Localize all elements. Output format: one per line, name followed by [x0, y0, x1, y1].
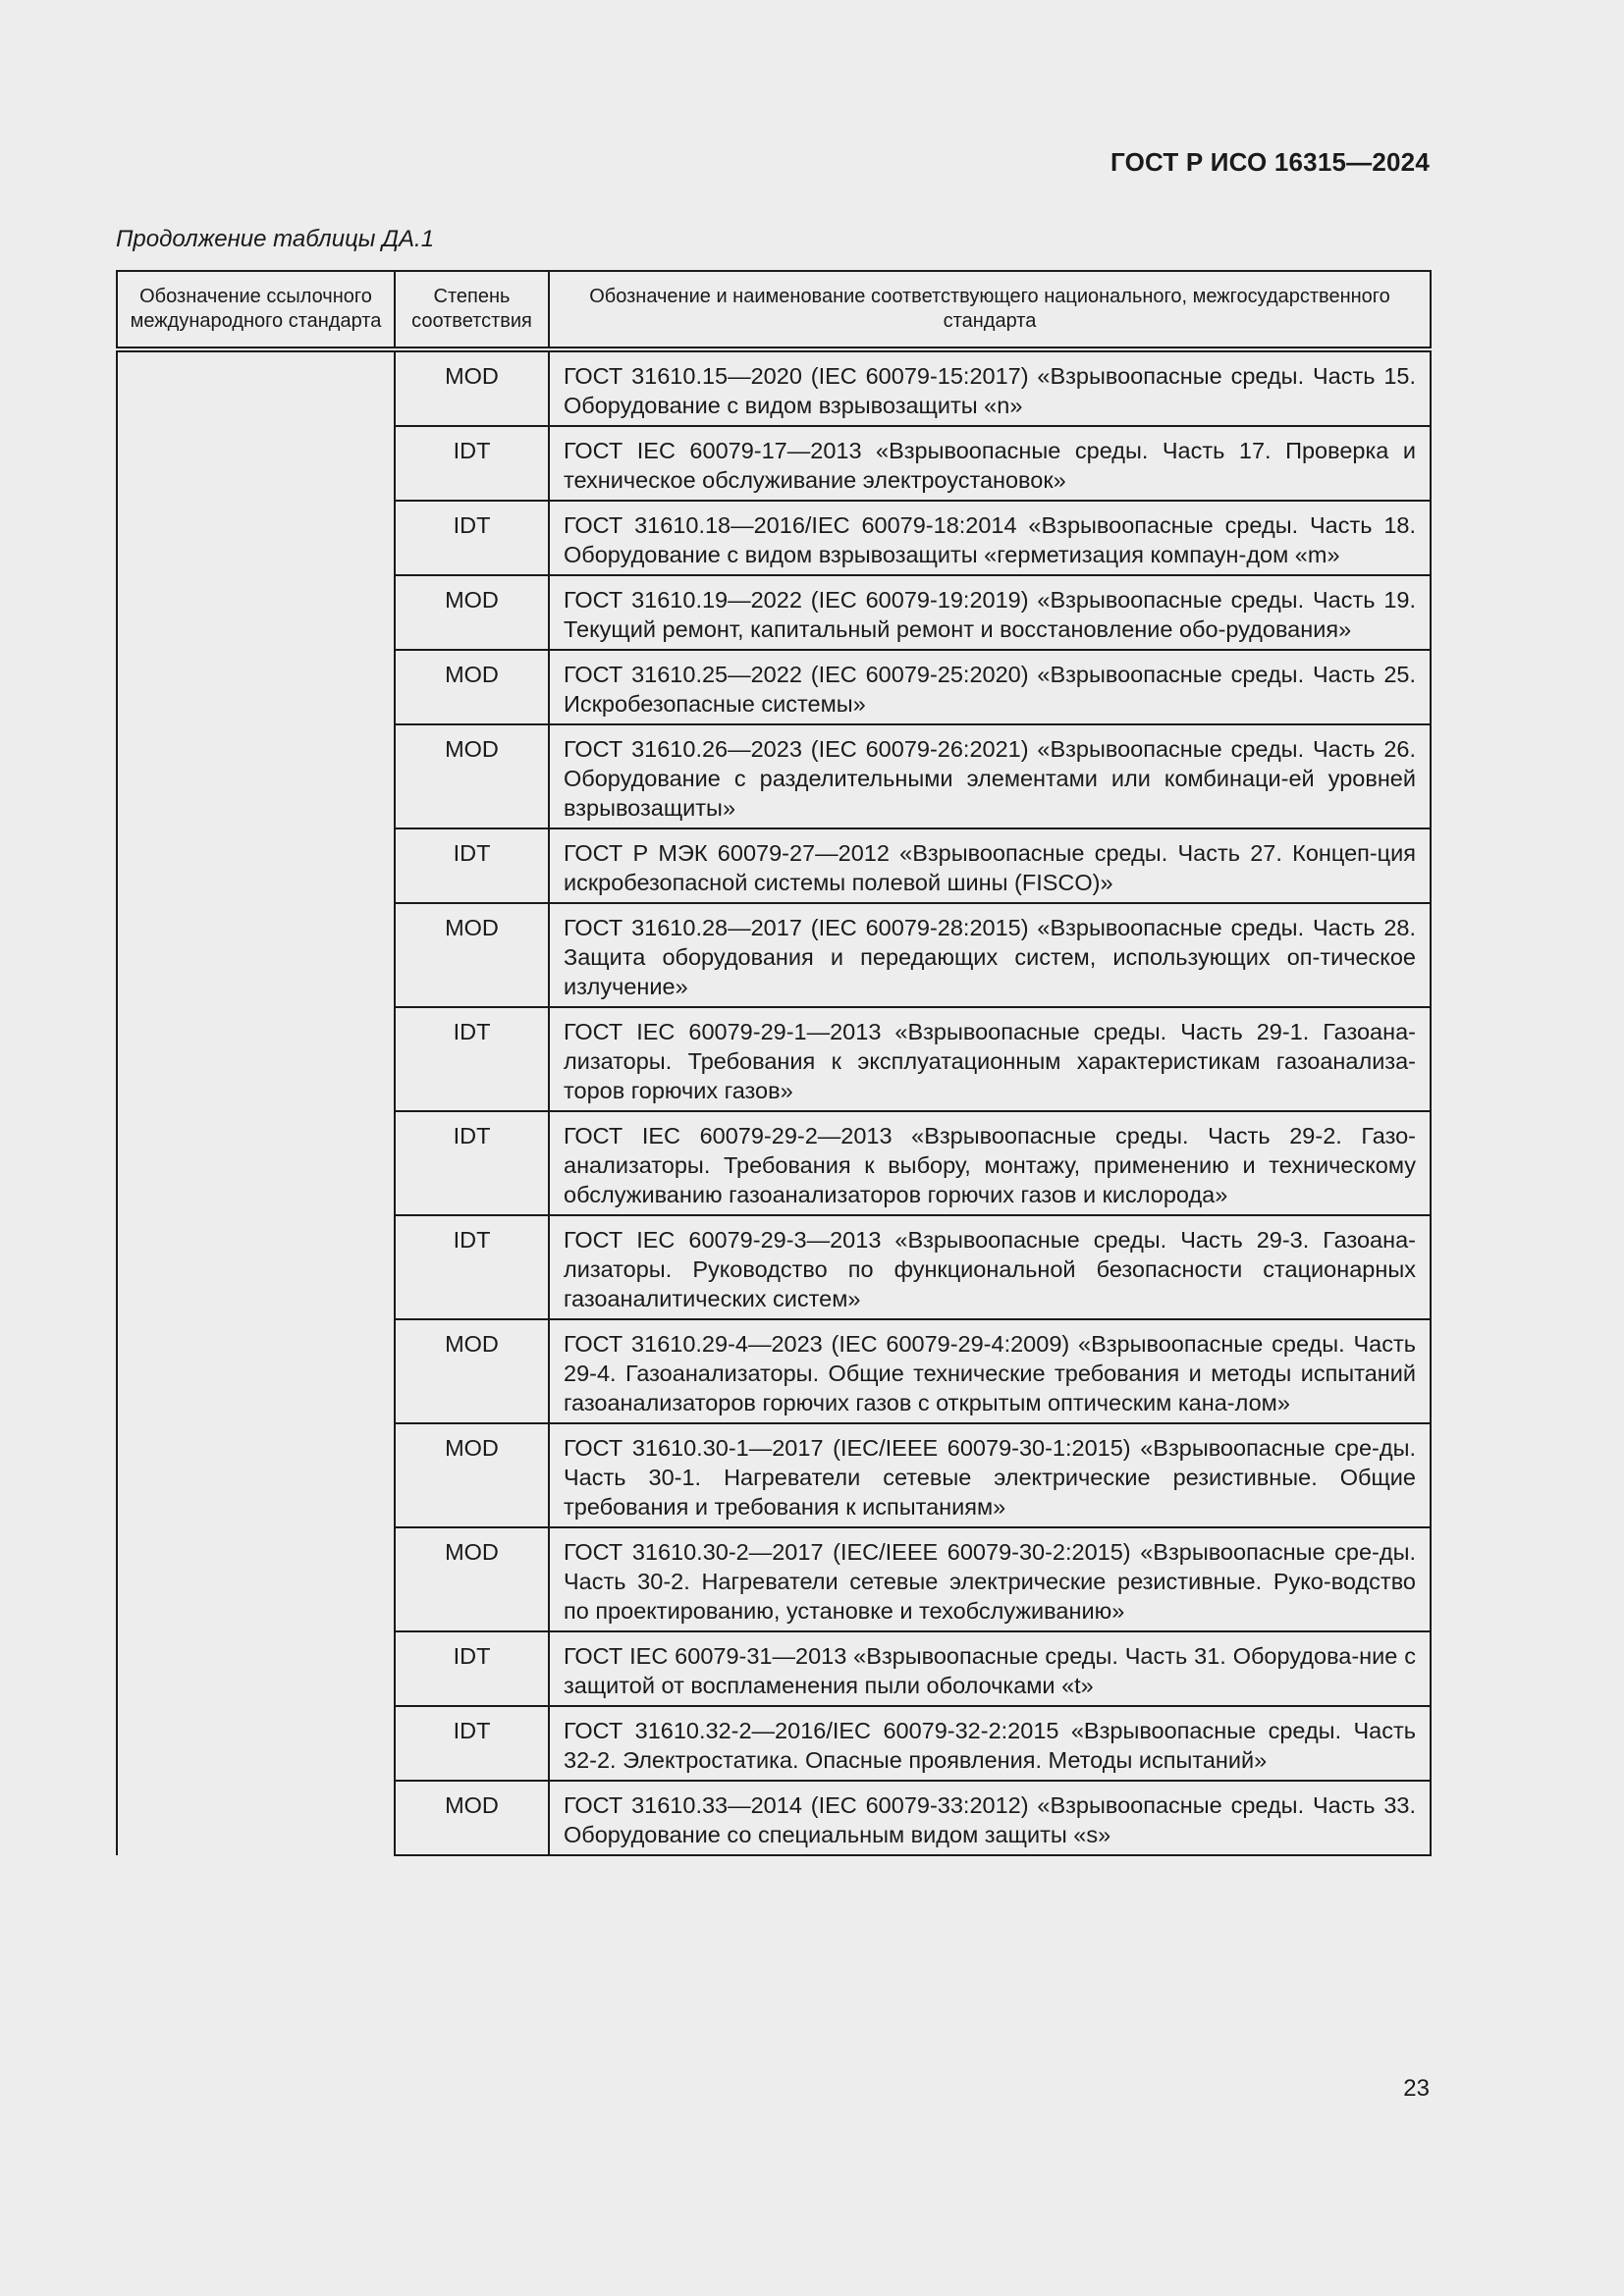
- national-standard-cell: ГОСТ 31610.15—2020 (IEC 60079-15:2017) «Взрывоопасные среды. Часть 15. Оборудование с видом взрывозащиты «n»: [549, 349, 1431, 426]
- conformity-degree-cell: MOD: [395, 724, 549, 828]
- column-header-international-standard: Обозначение ссылочного международного стандарта: [117, 271, 395, 349]
- national-standard-cell: ГОСТ 31610.25—2022 (IEC 60079-25:2020) «Взрывоопасные среды. Часть 25. Искробезопасные системы»: [549, 650, 1431, 724]
- column-header-national-standard: Обозначение и наименование соответствующего национального, межгосударственного стандарта: [549, 271, 1431, 349]
- national-standard-cell: ГОСТ IEC 60079-17—2013 «Взрывоопасные среды. Часть 17. Проверка и техническое обслуживание электроустановок»: [549, 426, 1431, 501]
- national-standard-cell: ГОСТ 31610.28—2017 (IEC 60079-28:2015) «Взрывоопасные среды. Часть 28. Защита оборудования и передающих систем, использующих оп-тическое излучение»: [549, 903, 1431, 1007]
- document-header-standard-id: ГОСТ Р ИСО 16315—2024: [1110, 147, 1430, 177]
- conformity-degree-cell: MOD: [395, 1527, 549, 1631]
- conformity-degree-cell: MOD: [395, 1319, 549, 1423]
- national-standard-cell: ГОСТ 31610.32-2—2016/IEC 60079-32-2:2015 «Взрывоопасные среды. Часть 32-2. Электростатика. Опасные проявления. Методы испытаний»: [549, 1706, 1431, 1781]
- conformity-degree-cell: IDT: [395, 828, 549, 903]
- national-standard-cell: ГОСТ 31610.30-1—2017 (IEC/IEEE 60079-30-1:2015) «Взрывоопасные сре-ды. Часть 30-1. Нагреватели сетевые электрические резистивные. Общие требования и требования к испытаниям»: [549, 1423, 1431, 1527]
- conformity-degree-cell: IDT: [395, 1111, 549, 1215]
- national-standard-cell: ГОСТ 31610.26—2023 (IEC 60079-26:2021) «Взрывоопасные среды. Часть 26. Оборудование с разделительными элементами или комбинаци-ей уровней взрывозащиты»: [549, 724, 1431, 828]
- conformity-degree-cell: MOD: [395, 1781, 549, 1855]
- national-standard-cell: ГОСТ Р МЭК 60079-27—2012 «Взрывоопасные среды. Часть 27. Концеп-ция искробезопасной системы полевой шины (FISCO)»: [549, 828, 1431, 903]
- conformity-degree-cell: MOD: [395, 349, 549, 426]
- reference-standards-table: [116, 270, 1432, 1856]
- national-standard-cell: ГОСТ 31610.29-4—2023 (IEC 60079-29-4:2009) «Взрывоопасные среды. Часть 29-4. Газоанализаторы. Общие технические требования и методы испытаний газоанализаторов горючих газов с открытым оптическим кана-лом»: [549, 1319, 1431, 1423]
- national-standard-cell: ГОСТ 31610.30-2—2017 (IEC/IEEE 60079-30-2:2015) «Взрывоопасные сре-ды. Часть 30-2. Нагреватели сетевые электрические резистивные. Руко-водство по проектированию, установке и техобслуживанию»: [549, 1527, 1431, 1631]
- national-standard-cell: ГОСТ IEC 60079-31—2013 «Взрывоопасные среды. Часть 31. Оборудова-ние с защитой от воспламенения пыли оболочками «t»: [549, 1631, 1431, 1706]
- conformity-degree-cell: MOD: [395, 903, 549, 1007]
- conformity-degree-cell: IDT: [395, 426, 549, 501]
- international-standard-cell: [117, 349, 395, 1855]
- national-standard-cell: ГОСТ IEC 60079-29-2—2013 «Взрывоопасные среды. Часть 29-2. Газо-анализаторы. Требования к выбору, монтажу, применению и техническому обслуживанию газоанализаторов горючих газов и кислорода»: [549, 1111, 1431, 1215]
- conformity-degree-cell: MOD: [395, 575, 549, 650]
- conformity-degree-cell: MOD: [395, 1423, 549, 1527]
- conformity-degree-cell: IDT: [395, 1215, 549, 1319]
- conformity-degree-cell: MOD: [395, 650, 549, 724]
- table-header-row: [117, 271, 1431, 349]
- conformity-degree-cell: IDT: [395, 1007, 549, 1111]
- conformity-degree-cell: IDT: [395, 501, 549, 575]
- conformity-degree-cell: IDT: [395, 1631, 549, 1706]
- national-standard-cell: ГОСТ 31610.19—2022 (IEC 60079-19:2019) «Взрывоопасные среды. Часть 19. Текущий ремонт, капитальный ремонт и восстановление обо-рудования»: [549, 575, 1431, 650]
- national-standard-cell: ГОСТ 31610.18—2016/IEC 60079-18:2014 «Взрывоопасные среды. Часть 18. Оборудование с видом взрывозащиты «герметизация компаун-дом «m»: [549, 501, 1431, 575]
- conformity-degree-cell: IDT: [395, 1706, 549, 1781]
- column-header-conformity-degree: Степень соответствия: [395, 271, 549, 349]
- national-standard-cell: ГОСТ IEC 60079-29-1—2013 «Взрывоопасные среды. Часть 29-1. Газоана-лизаторы. Требования к эксплуатационным характеристикам газоанализа-торов горючих газов»: [549, 1007, 1431, 1111]
- national-standard-cell: ГОСТ 31610.33—2014 (IEC 60079-33:2012) «Взрывоопасные среды. Часть 33. Оборудование со специальным видом защиты «s»: [549, 1781, 1431, 1855]
- table-caption: Продолжение таблицы ДА.1: [116, 226, 435, 252]
- national-standard-cell: ГОСТ IEC 60079-29-3—2013 «Взрывоопасные среды. Часть 29-3. Газоана-лизаторы. Руководство по функциональной безопасности стационарных газоаналитических систем»: [549, 1215, 1431, 1319]
- table-row: [117, 349, 1431, 426]
- table-body: [117, 349, 1431, 1855]
- page-number: 23: [1403, 2075, 1430, 2102]
